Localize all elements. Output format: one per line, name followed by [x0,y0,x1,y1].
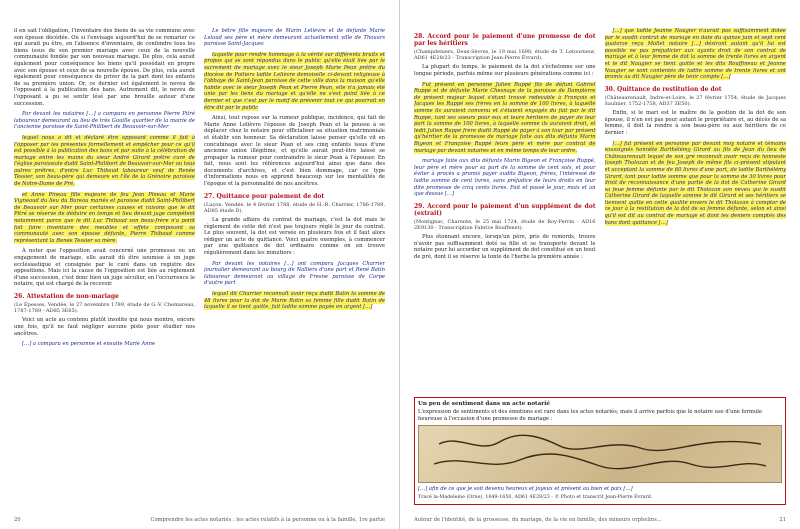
quote [204,291,385,311]
manuscript-image [418,425,782,483]
quote [14,135,195,188]
highlighted-quote: laquelle pour rendre hommage à la vérité sur différents bruits et propos qui se sont répandus dans le public qu'elle était liée par le sacrement de mariage avec le sieur Joseph Marie Pean prêtre du diocèse de Poitiers ladite Lelièvre demoiselle ci-devant religieuse à l'abbaye de Saint-Jean paroisse de cette ville dans la maison qu'elle habite avec le sieur Joseph Pean et Pierre Pean, elle n'a jamais été unie par les liens du mariage et qu'elle ne s'est point liée à ce dernier et que c'est par le motif de prévenir tout ce qui pourrait en être dit par le public [204,51,385,111]
handwriting-scribble-icon [419,426,781,482]
quote: mariage faite aux dits défunts Marin Bigeon et Françoise Ruppé, leur père et mère pour sa part de la somme de cent sols, et pour éviter à procès a promis payer audits Bigeon, frères, l'intéressé de ladite somme de cent livres, sans préjudice de leurs droits en leur dite promesse de cinq cents livres. Fait et passé le jour, mois et an que dessus […] [414,158,596,198]
quote: Le bêtre fille majeure de Marin Lelièvre et de défunte Marie Lelaud ses père et mère demeurant actuellement ville de Thouars paroisse Saint-Jacques [204,28,385,48]
paragraph: Voici un acte au contenu plutôt insolite qui nous montre, encore une fois, qu'il ne faut négliger aucune piste pour étudier nos ancêtres. [14,317,195,337]
section-heading-29: 29. Accord pour le paiement d'un supplément de dot (extrait) [414,202,596,217]
paragraph: La plupart du temps, le paiement de la dot s'échelonne sur une longue période, parfois même sur plusieurs générations comme ici : [414,64,596,77]
quote [14,192,195,245]
highlighted-quote: lequel nous a dit et déclaré être opposant comme il fait à l'opposer par les présentes formellement et empêcher pour ce qu'il est possible à la publication des bans et par suite à la célébration de mariage entre les mains du sieur André Girard prêtre curé de l'église paroissiale dudit Saint-Philibert de Beauvoir-sur-Mer ou tous autres prêtres, d'entre Luc Thibaud laboureur veuf de Renée Tessier, son beau-père qui demeure en l'île de la Grénoire paroisse de Notre-Dame de Pré. [14,134,195,188]
image-caption: Tracé la-Madeleine (Orne), 1649-1650, AD61 4E28/23 - © Photo et transcrit Jean-Pierre Évrard. [418,494,653,500]
section-heading-28: 28. Accord pour le paiement d'une promesse de dot par les héritiers [414,33,596,47]
right-page [400,0,800,529]
paragraph: À noter que l'opposition avait concerné une promesse ou un engagement de mariage, elle aurait dû être soumise à un juge ecclésiastique et consignée par le curé dans un registre des oppositions. Mais ici la cause de l'opposition est liée au règlement d'une succession, c'est donc bien un juge séculier, en l'occurrence le notaire, qui est chargé de la recevoir. [14,248,195,288]
running-title: Comprendre les actes notariés : les actes relatifs à la personne ou à la famille, 1re partie [150,517,385,523]
highlighted-quote: […] que ladite Jeanne Naugier n'aurait pas suffisamment dotée par le susdit contrat de mariage en date du quinze juin et sept cent quatorze reçu Mallet notaire […] désirant autant qu'il lui est possible ne pas préjudicier aux ayants droit de son contrat de mariage et à leur femme de dot la somme de trente livres en argent et le dit Naugier se tient quitte et les dits Rouffineau et Jeanne Naugier se sont contentés de ladite somme de trente livres et ont promis au dit Naugier père de tenir compte […] [604,28,786,81]
source-citation: (Montignac, Charente, le 25 mai 1724, étude de Roy-Perrin - AD16 2E9130 - Transcription Fabrice Bouffenet). [414,218,596,231]
highlighted-quote: […] fut présent en personne par devant moy notaire et témoins soussignés honnête Barthélémy Girard au fils de Jean du lieu de Châteaurenault lequel de son gré reconnaît avoir reçu de honneste Joseph Tholozan et de feu Joseph de même fils ci-présent stipulant et acceptant la somme de 60 livres d'une part, de ladite Barthélémy Girard, tant pour ladite somme que pour la somme de 30 livres pour droit de reconnaissance d'une partie de la dot de Catherine Girard sa feue femme défunte par le dit Tholozan son neveu qui le susdit Catherine Girard de laquelle somme le dit Girard et ses héritiers se tiennent quitte en cette qualité envers le dit Tholozan à compter de ce jour à la restitution de la dot de sa femme défunte, selon et ainsi qu'il est dit au contrat de mariage et dont les deniers comptés des bans dont quittance […] [604,140,786,226]
quote [605,141,787,227]
paragraph: Plus étonnant encore, lorsqu'un père, pris de remords, trouve n'avoir pas suffisamment doté sa fille et se transporte devant le notaire pour lui accorder un supplément de dot constitué en un bout de pré, dont il se réserve la tonte de l'herbe la première année : [414,234,596,260]
left-column-1 [14,28,195,506]
paragraph: Enfin, si le mari est le maître de la gestion de la dot de son épouse, il n'en est pas pour autant le propriétaire et, au décès de sa femme, il doit la rendre à son beau-père ou aux héritiers de ce dernier : [604,110,786,136]
quote: […] a comparu en personne et ensuite Marie Anne [22,341,156,348]
quote [605,28,787,81]
page-number: 20 [14,517,21,523]
box-text: L'expression de sentiments et des émotions est rare dans les actes notariés, mais il arrive parfois que le notaire use d'une formule heureuse à l'occasion d'une promesse de mariage : [418,409,763,422]
source-citation: (Luçon, Vendée, le 4 février 1788, étude de H.-R. Charrier, 1786-1789, AD85 étude D). [204,201,385,214]
source-citation: (Champdeniers, Deux-Sèvres, le 19 mai 1698, étude de T. Letourneur, AD61 4E28/23 - Transcription Jean-Pierre Évrard). [414,49,596,62]
paragraph: La grande affaire du contrat de mariage, c'est la dot mais le règlement de cette dot n'est pas toujours réglé le jour du contrat. Le plus souvent, la dot est versée en plusieurs fois et il faut alors rédiger un acte de quittance. Voici quatre exemples, à commencer par une quittance de dot ordinaire comme on en trouve régulièrement dans les minutiers : [204,217,385,257]
quote: Par devant les notaires […] a comparu en personne Pierre Pitré laboureur demeurant au lieu de très Gouille quartier de la mairie de l'ancienne paroisse de Saint-Philibert de Beauvoir-sur-Mer [14,111,195,131]
quote: Par devant les notaires […] ont comparu Jacques Charrier journalier demeurant au bourg de Nalliers d'une part et René Batin laboureur demeurant au village de Fresne paroisse de Corpe d'autre part [204,260,385,287]
section-heading-30: 30. Quittance de restitution de dot [604,85,722,93]
page-number: 21 [779,517,786,523]
quote [414,82,596,155]
paragraph: il en sait l'obligation, l'inventaire des biens de sa vie commune avec son épouse décédée. Ou si l'envisage aujourd'hui de se remarier ce qui aurait pu être, en l'absence d'inventaire, de confondre tous les biens issus de son premier mariage avec ceux de la nouvelle communauté fondée par son nouveau mariage. De plus, cela aurait également pour conséquence les biens qu'il possédait en propre avec son épouse et ceux de sa nouvelle épouse. De plus, cela aurait également pour conséquence de priver de la part dont les enfants de sa première union. Or, ce dernier est également le neveu de l'opposant à la publication des bans. Autrement dit, le neveu de l'opposant a pu se sentir lésé par une brouille autour d'une succession. [14,28,195,107]
running-title: Autour de l'identité, de la grossesse, du mariage, de la vie en famille, des mineurs orphelins... [414,517,662,523]
source-citation: (Le Épesses, Vendée, le 27 novembre 1789, étude de G.-V. Chemareau, 1787-1789 - AD85 3E65). [14,301,195,315]
paragraph: Ainsi, tout repose sur la rumeur publique, incidence, qui fait de Marie Anne Lelièvre l'épouse de Joseph Pean et la pousse à se déplacer chez le notaire pour officialiser sa situation matrimoniale et établir son honneur. Sa déclaration laisse penser qu'elle vit en concubinage avec le sieur Pean et ses cinq enfants issus d'une ancienne union illégitime, et qu'elle aurait peut-être laissé se propager la rumeur pour contraindre le sieur Pean à l'épouser. En fait, nous sont les références aujourd'hui ainsi que dans des documents d'archives, et c'est bien dommage, car ce type d'informations nous en apprend beaucoup sur les mentalités de l'époque et la personnalité de nos ancêtres. [204,115,385,188]
quote [204,52,385,111]
highlighted-quote: lequel dit Charrier reconnaît avoir reçu dudit Batin la somme de 48 livres pour la dot de Marie Batin sa femme fille dudit Batin de laquelle il se tient quitte, fait ladite somme payée en argent […] [204,291,385,311]
box-title: Un peu de sentiment dans un acte notarié [418,401,550,407]
left-footer [14,517,385,523]
source-citation: (Châteaurenault, Indre-et-Loire, le 27 février 1754, étude de Jacques Saulnier, 1752-1758, AD37 3E50). [604,94,786,107]
section-heading-27: 27. Quittance pour paiement de dot [204,192,325,200]
section-heading-26: 26. Attestation de non-mariage [14,292,119,300]
highlighted-quote: Fut présent en personne Julien Ruppé fils de défunt Gabriel Ruppé et de défunte Marie Chesnaye de la paroisse de Damplerre de présent majeur lequel s'étant trouvé redevable à François et Jacques les Ruppé ses frères en la somme de 100 livres, à laquelle somme ils auraient convenu et s'étaient engagés du fait par le dit Ruppé, tant ses soeurs pour eux et leurs héritiers de payer de leur part la somme de 100 livres, à laquelle somme ils auraient droit, et ledit Julien Ruppé frère dudit Ruppé de payer à son tour par présent qu'héritier de la promesse de mariage faite aux dits défunts Marin Bigeon et Françoise Ruppé leurs père et mère par contrat de mariage par devant notaires et en même temps de leur ordre. [414,81,596,154]
highlighted-quote: et Anne Pineau fille majeure de feu Jean Pineau et Marie Vigneaud du lieu du Bureau mariés et paroisse dudit Saint-Philibert de Beauvoir sur Mer pour certaines causes et raisons que le dit Pitré se réserve de déduire en temps et lieu devant juge compétent notamment parce que le dit Luc Thibaud son beau-frère n'a point fait faire inventaire des meubles et effets composant sa communauté avec son épouse défunte, Pierre Thibaud comme représentant la Renée Tessier sa mère. [14,191,195,244]
right-footer [414,517,786,523]
box-quote: […] afin de ce que je soit devenu heureux et joyeux et présent au bien et paix […] [418,486,633,493]
left-column-2 [204,28,385,506]
sidebar-box [414,397,786,505]
